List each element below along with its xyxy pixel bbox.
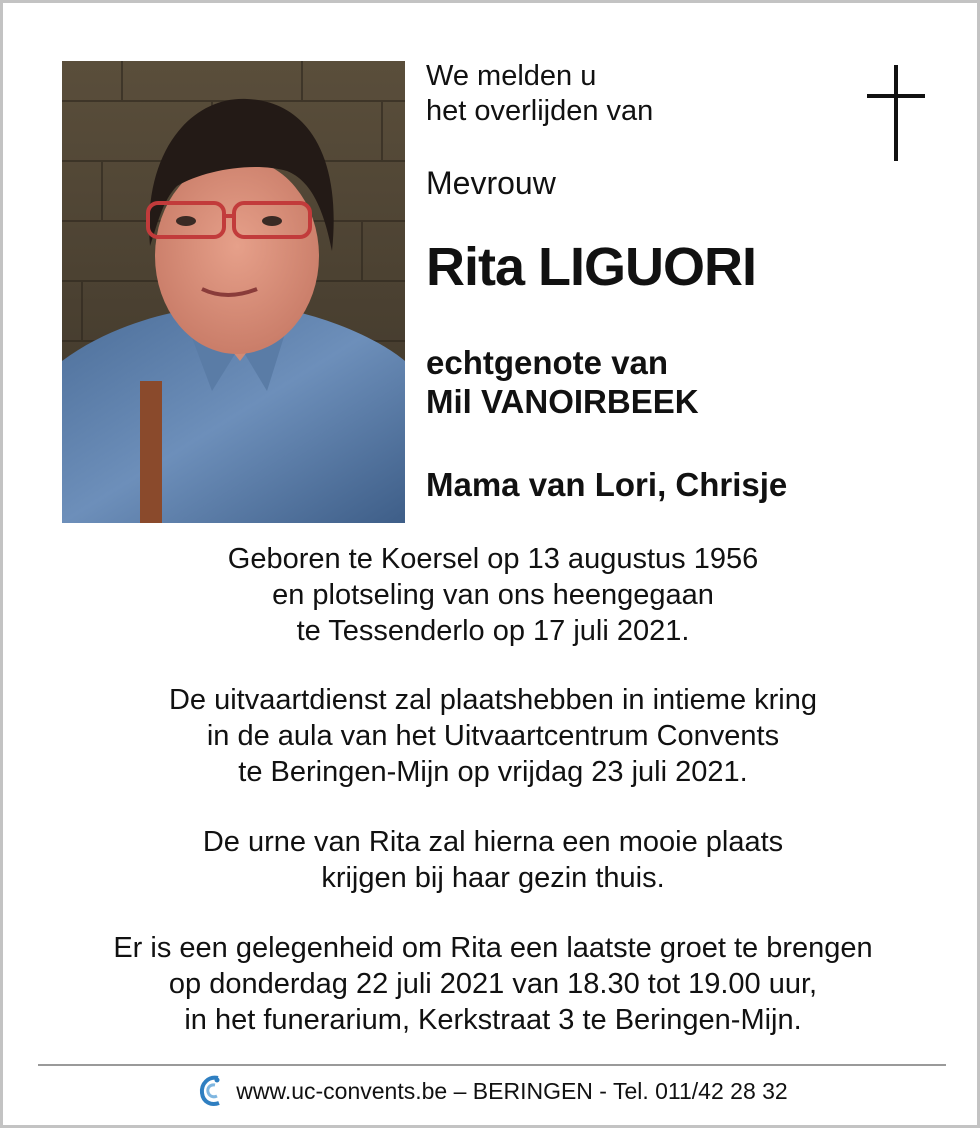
service-paragraph [3,682,980,790]
paragraph-line: op donderdag 22 juli 2021 van 18.30 tot 19.00 uur, [168,968,818,1000]
paragraph-line: Geboren te Koersel op 13 augustus 1956 [227,543,759,575]
paragraph-line: krijgen bij haar gezin thuis. [321,862,665,894]
intro-text [426,59,653,129]
honorific-title: Mevrouw [426,165,556,201]
footer-divider [38,1064,946,1066]
convents-logo-icon [198,1074,224,1108]
cross-icon [867,65,925,161]
footer [3,1073,980,1109]
spouse-info [426,343,699,421]
paragraph-line: De uitvaartdienst zal plaatshebben in intieme kring [168,684,818,716]
portrait-photo [62,61,405,523]
children-info: Mama van Lori, Chrisje [426,466,788,503]
birth-paragraph [3,541,980,649]
paragraph-line: en plotseling van ons heengegaan [272,579,714,611]
visitation-paragraph [3,930,980,1038]
urn-paragraph [3,824,980,896]
paragraph-line: te Tessenderlo op 17 juli 2021. [296,615,690,647]
paragraph-line: in het funerarium, Kerkstraat 3 te Beringen-Mijn. [184,1004,802,1036]
deceased-name: Rita LIGUORI [426,237,757,297]
footer-contact-text: www.uc-convents.be – BERINGEN - Tel. 011/42 28 32 [236,1077,788,1104]
paragraph-line: te Beringen-Mijn op vrijdag 23 juli 2021. [238,756,748,788]
spouse-line: echtgenote van [426,344,669,381]
spouse-line: Mil VANOIRBEEK [426,383,699,420]
paragraph-line: Er is een gelegenheid om Rita een laatste groet te brengen [113,932,873,964]
paragraph-line: De urne van Rita zal hierna een mooie plaats [202,826,784,858]
intro-line: het overlijden van [426,95,654,127]
paragraph-line: in de aula van het Uitvaartcentrum Convents [206,720,780,752]
intro-line: We melden u [426,60,597,92]
